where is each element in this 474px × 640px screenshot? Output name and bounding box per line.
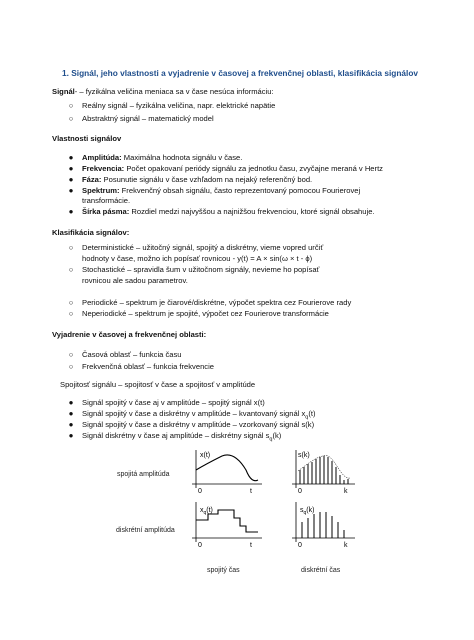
row-label-continuous-amplitude: spojitá amplitúda	[117, 471, 170, 478]
section-heading-expression: Vyjadrenie v časovej a frekvenčnej oblasti:	[52, 330, 207, 339]
hollow-bullet-icon: ○	[68, 243, 74, 252]
axis-t: t	[250, 488, 252, 495]
section-heading-classification: Klasifikácia signálov:	[52, 228, 130, 237]
property-term: Frekvencia:	[82, 164, 125, 173]
intro-rest: - – fyzikálna veličina meniaca sa v čase nesúca informáciu:	[74, 87, 274, 96]
column-label-continuous-time: spojitý čas	[207, 567, 240, 574]
axis-zero: 0	[298, 542, 302, 549]
signal-types-figure	[0, 440, 474, 640]
hollow-bullet-icon: ○	[68, 298, 74, 307]
axis-k: k	[344, 542, 348, 549]
list-item-text: Deterministické – užitočný signál, spojitý a diskrétny, vieme vopred určiť	[82, 243, 324, 252]
list-item-text: Periodické – spektrum je čiarové/diskrétne, výpočet spektra cez Fourierove rady	[82, 298, 352, 307]
axis-zero: 0	[198, 542, 202, 549]
hollow-bullet-icon: ○	[68, 101, 74, 110]
signal-label: $x_q(t)$	[200, 507, 213, 516]
hollow-bullet-icon: ○	[68, 350, 74, 359]
hollow-bullet-icon: ○	[68, 309, 74, 318]
list-item-text: Reálny signál – fyzikálna veličina, napr. elektrické napätie	[82, 101, 276, 110]
property-term: Fáza:	[82, 175, 102, 184]
property-text: transformácie.	[82, 196, 131, 205]
intro-term: Signál	[52, 87, 75, 96]
list-item-text: Neperiodické – spektrum je spojité, výpočet cez Fourierove transformácie	[82, 309, 329, 318]
section-heading-properties: Vlastnosti signálov	[52, 134, 122, 143]
list-item-text: Frekvenčná oblasť – funkcia frekvencie	[82, 362, 215, 371]
bullet-icon: ●	[68, 186, 74, 195]
hollow-bullet-icon: ○	[68, 265, 74, 274]
hollow-bullet-icon: ○	[68, 362, 74, 371]
property-term: Spektrum:	[82, 186, 120, 195]
subscript: q	[305, 414, 309, 421]
list-item-text-tail: (t)	[308, 409, 316, 418]
list-item-text: Časová oblasť – funkcia času	[82, 350, 182, 359]
axis-zero: 0	[198, 488, 202, 495]
property-text: Frekvenčný obsah signálu, často reprezentovaný pomocou Fourierovej	[119, 186, 361, 195]
panel-digital-signal	[292, 502, 355, 549]
bullet-icon: ●	[68, 164, 74, 173]
property-term: Amplitúda:	[82, 153, 122, 162]
list-item-text: Stochastické – spravidla šum v užitočnom signály, nevieme ho popísať	[82, 265, 320, 274]
list-item-text: Signál spojitý v čase a diskrétny v amplitúde – vzorkovaný signál s(k)	[82, 420, 315, 429]
list-item-text-tail: (k)	[272, 431, 282, 440]
bullet-icon: ●	[68, 420, 74, 429]
axis-zero: 0	[298, 488, 302, 495]
property-text: Posunutie signálu v čase vzhľadom na nejaký referenčný bod.	[101, 175, 313, 184]
intro-line	[52, 87, 274, 97]
row-label-discrete-amplitude: diskrétní amplitúda	[116, 527, 175, 534]
bullet-icon: ●	[68, 431, 74, 440]
axis-k: k	[344, 488, 348, 495]
axis-t: t	[250, 542, 252, 549]
sample-stems	[300, 456, 348, 484]
signal-label: s(k)	[298, 452, 310, 459]
signal-label: x(t)	[200, 452, 211, 459]
property-term: Šírka pásma:	[82, 207, 130, 216]
bullet-icon: ●	[68, 207, 74, 216]
list-item-text: rovnicou ale sadou parametrov.	[82, 276, 188, 285]
bullet-icon: ●	[68, 409, 74, 418]
column-label-discrete-time: diskrétní čas	[301, 567, 341, 574]
subscript: q	[269, 436, 273, 443]
bullet-icon: ●	[68, 175, 74, 184]
list-item-text: hodnoty v čase, možno ich popísať rovnicou - y(t) = A × sin(ω × t - ϕ)	[82, 254, 313, 263]
panel-sampled-signal	[292, 450, 355, 495]
list-item-text: Signál spojitý v čase a diskrétny v amplitúde – kvantovaný signál x	[82, 409, 306, 418]
signal-label: $s_q(k)$	[300, 507, 315, 516]
page-title: 1. Signál, jeho vlastnosti a vyjadrenie v časovej a frekvenčnej oblasti, klasifikácia signálov	[62, 68, 419, 78]
property-text: Maximálna hodnota signálu v čase.	[121, 153, 243, 162]
list-item-text: Abstraktný signál – matematický model	[82, 114, 214, 123]
property-text: Počet opakovaní periódy signálu za jednotku času, zvyčajne meraná v Hertz	[124, 164, 383, 173]
bullet-icon: ●	[68, 398, 74, 407]
hollow-bullet-icon: ○	[68, 114, 74, 123]
sample-stems	[302, 512, 344, 538]
continuity-line: Spojitosť signálu – spojitosť v čase a spojitosť v amplitúde	[60, 380, 256, 389]
property-text: Rozdiel medzi najvyššou a najnižšou frekvenciou, ktoré signál obsahuje.	[129, 207, 375, 216]
panel-quantized-signal	[192, 502, 262, 549]
list-item-text: Signál diskrétny v čase aj amplitúde – diskrétny signál s	[82, 431, 270, 440]
list-item-text: Signál spojitý v čase aj v amplitúde – spojitý signál x(t)	[82, 398, 265, 407]
panel-continuous-signal	[192, 450, 262, 495]
bullet-icon: ●	[68, 153, 74, 162]
